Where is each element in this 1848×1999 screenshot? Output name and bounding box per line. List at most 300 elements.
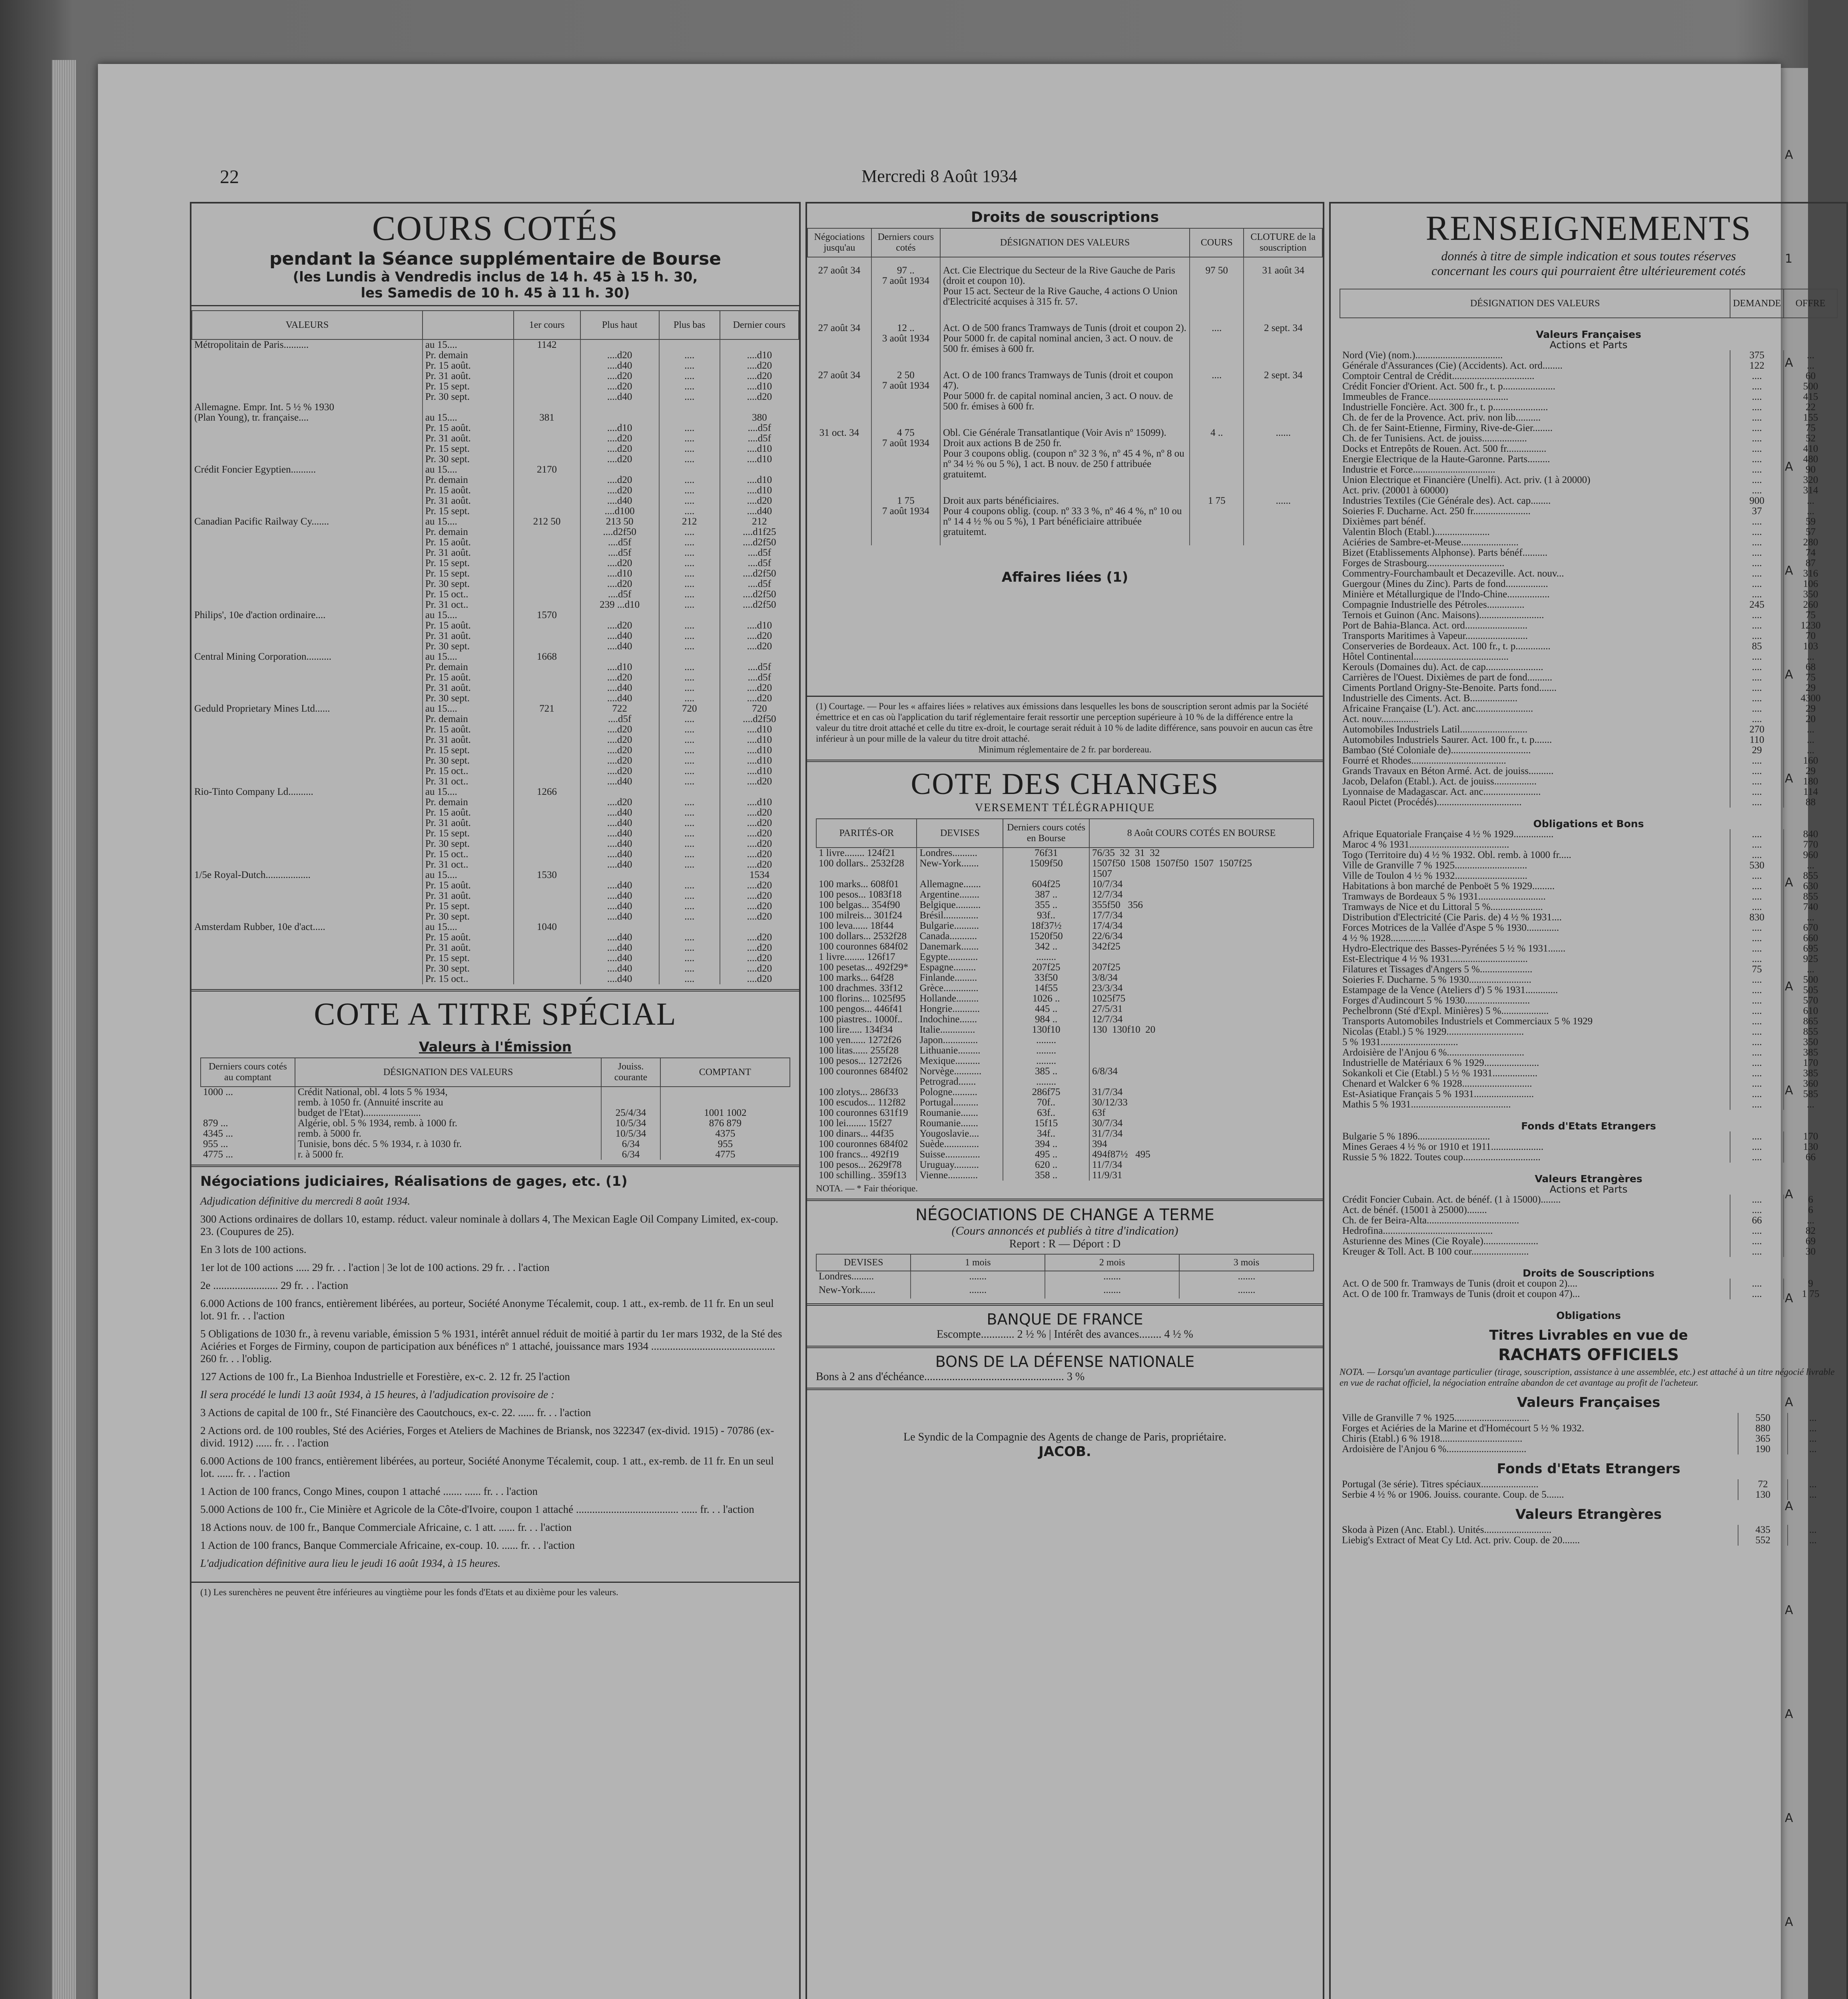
table-row xyxy=(816,942,1314,952)
cours-cotes-hours-1: (les Lundis à Vendredis inclus de 14 h. 45 à 15 h. 30, xyxy=(293,269,698,285)
offre: 70 xyxy=(1784,631,1837,641)
terme: Pr. 15 sept. xyxy=(423,569,514,579)
dernier-cours: 1000 ... xyxy=(203,1087,233,1097)
dernier-cours: ....d20 xyxy=(720,683,799,693)
premier-cours xyxy=(514,444,580,454)
devise: Bulgarie.......... xyxy=(917,921,1003,931)
table-row xyxy=(816,1004,1314,1014)
devise: Brésil.............. xyxy=(917,910,1003,921)
plus-haut xyxy=(580,787,659,797)
facing-page-letter: A xyxy=(1785,460,1793,474)
dernier-cours: 18f37½ xyxy=(1003,921,1089,931)
special-table xyxy=(200,1057,790,1160)
premier-cours: 721 xyxy=(514,704,580,714)
parite-or: 100 milreis... 301f24 xyxy=(819,910,903,921)
offre: 316 xyxy=(1784,569,1837,579)
comptant xyxy=(660,1097,790,1108)
demande: .... xyxy=(1730,1047,1784,1058)
judiciaire-line: Il sera procédé le lundi 13 août 1934, à 15 heures, à l'adjudication provisoire de : xyxy=(200,1389,554,1400)
table-row xyxy=(1340,1279,1837,1289)
dernier-cours: ........ xyxy=(1003,1045,1089,1056)
comptant: 876 879 xyxy=(660,1118,790,1129)
dernier-cours: ....d20 xyxy=(720,932,799,943)
plus-haut: ....d20 xyxy=(580,454,659,465)
premier-cours xyxy=(514,964,580,974)
terme: Pr. 30 sept. xyxy=(423,641,514,652)
table-row xyxy=(816,1087,1314,1097)
devise: Japon.............. xyxy=(917,1035,1003,1045)
premier-cours: 1142 xyxy=(514,339,580,350)
terme: Pr. 15 août. xyxy=(423,485,514,496)
demande: .... xyxy=(1730,1089,1784,1099)
table-row xyxy=(807,420,1322,488)
table-row xyxy=(192,672,799,683)
section-heading: Obligations xyxy=(1556,1310,1621,1321)
rachats-title-2: RACHATS OFFICIELS xyxy=(1498,1346,1679,1364)
demande: .... xyxy=(1730,693,1784,704)
dernier-cours: ....d20 xyxy=(720,371,799,381)
terme: Pr. 30 sept. xyxy=(423,756,514,766)
section-heading: Valeurs Françaises xyxy=(1517,1395,1661,1410)
cours-cotes: 76/35 32 31 32 xyxy=(1089,848,1314,858)
section-subheading: Actions et Parts xyxy=(1549,339,1628,351)
table-row xyxy=(1340,923,1837,933)
table-row xyxy=(1340,600,1837,610)
designation: Estampage de la Vence (Ateliers d') 5 % 1931............. xyxy=(1342,985,1558,996)
table-row xyxy=(192,620,799,631)
table-row xyxy=(192,392,799,402)
cloture: ...... xyxy=(1244,420,1322,488)
demande: .... xyxy=(1730,413,1784,423)
offre: 22 xyxy=(1784,402,1837,413)
plus-haut xyxy=(580,870,659,880)
designation: Union Electrique et Financière (Unelfi). Act. priv. (1 à 20000) xyxy=(1342,475,1591,485)
table-row xyxy=(816,1056,1314,1066)
terme xyxy=(423,402,514,413)
dernier-cours: 63f.. xyxy=(1003,1108,1089,1118)
terme-title: NÉGOCIATIONS DE CHANGE A TERME xyxy=(915,1206,1214,1224)
cours-cotes: 31/7/34 xyxy=(1089,1087,1314,1097)
demande: .... xyxy=(1730,371,1784,381)
cours-cotes: 17/4/34 xyxy=(1089,921,1314,931)
offre: 90 xyxy=(1784,465,1837,475)
comptant: 955 xyxy=(660,1139,790,1149)
demande: .... xyxy=(1730,954,1784,964)
designation: Filatures et Tissages d'Angers 5 %..................... xyxy=(1342,964,1533,975)
table-row xyxy=(1340,1027,1837,1037)
terme: Pr. 31 août. xyxy=(423,371,514,381)
designation: Bulgarie 5 % 1896............................. xyxy=(1342,1131,1490,1142)
devise: Suisse.............. xyxy=(917,1149,1003,1160)
col-header: COURS xyxy=(1190,228,1244,257)
valeur-name xyxy=(192,714,423,724)
devise: Indochine....... xyxy=(917,1014,1003,1025)
cours-cotes: 23/3/34 xyxy=(1089,983,1314,994)
table-row xyxy=(192,433,799,444)
dernier-cours: ........ xyxy=(1003,1077,1089,1087)
premier-cours xyxy=(514,828,580,839)
plus-bas: .... xyxy=(659,506,720,517)
valeur-name xyxy=(192,548,423,558)
demande: .... xyxy=(1730,1279,1784,1289)
table-row xyxy=(192,808,799,818)
terme: Pr. 15 sept. xyxy=(423,745,514,756)
col-header: Derniers cours cotés en Bourse xyxy=(1003,819,1089,848)
designation: Automobiles Industriels Saurer. Act. 100 fr., t. p....... xyxy=(1342,734,1552,745)
designation: Aciéries de Sambre-et-Meuse....................... xyxy=(1342,537,1519,548)
valeur-name xyxy=(192,496,423,506)
plus-haut: ....d40 xyxy=(580,818,659,828)
demande: .... xyxy=(1730,485,1784,496)
devise: Argentine........ xyxy=(917,890,1003,900)
col-header: Dernier cours xyxy=(720,311,799,339)
valeur-name xyxy=(192,880,423,891)
designation: Est-Asiatique Français 5 % 1931........................ xyxy=(1342,1089,1534,1099)
facing-page-letter: A xyxy=(1785,1395,1793,1409)
offre: 75 xyxy=(1784,672,1837,683)
col-header: DÉSIGNATION DES VALEURS xyxy=(295,1058,601,1087)
designation: Ciments Portland Origny-Ste-Benoite. Parts fond....... xyxy=(1342,682,1557,693)
demande: .... xyxy=(1730,1226,1784,1236)
demande: 880 xyxy=(1738,1423,1788,1434)
plus-bas: .... xyxy=(659,828,720,839)
plus-bas: .... xyxy=(659,662,720,672)
premier-cours xyxy=(514,558,580,569)
table-row xyxy=(1340,506,1837,517)
plus-haut: 213 50 xyxy=(580,517,659,527)
terme: Pr. 15 août. xyxy=(423,672,514,683)
table-row xyxy=(192,496,799,506)
offre: 360 xyxy=(1784,1079,1837,1089)
demande: .... xyxy=(1730,444,1784,454)
plus-haut: ....d40 xyxy=(580,974,659,984)
col-header: DEVISES xyxy=(917,819,1003,848)
devise: Yougoslavie.... xyxy=(917,1129,1003,1139)
premier-cours xyxy=(514,932,580,943)
demande: .... xyxy=(1730,392,1784,402)
premier-cours xyxy=(514,392,580,402)
terme-table: DEVISES 1 mois 2 mois 3 mois Londres......... ....... ....... ....... New-York...... ....... ....... ....... xyxy=(816,1254,1314,1299)
designation: 4 ½ % 1928.............. xyxy=(1342,933,1426,944)
page-stack-edge xyxy=(52,60,76,1999)
terme: au 15.... xyxy=(423,922,514,932)
table-row xyxy=(192,839,799,849)
table-row xyxy=(1340,1434,1838,1444)
demande: .... xyxy=(1730,704,1784,714)
table-row xyxy=(192,454,799,465)
parite-or: 100 marks... 64f28 xyxy=(819,972,894,983)
dernier-cours: 984 .. xyxy=(1003,1014,1089,1025)
designation: r. à 5000 fr. xyxy=(295,1149,601,1160)
plus-bas: .... xyxy=(659,444,720,454)
table-row xyxy=(816,1066,1314,1077)
dernier-cours: ....d20 xyxy=(720,808,799,818)
plus-haut xyxy=(580,465,659,475)
table-row xyxy=(1340,1226,1837,1236)
parite-or: 100 pengos... 446f41 xyxy=(819,1003,903,1014)
offre: 88 xyxy=(1784,797,1837,808)
offre: 69 xyxy=(1784,1236,1837,1247)
dernier-cours: ....d10 xyxy=(720,485,799,496)
dernier-cours: ....d5f xyxy=(720,548,799,558)
designation: Droit aux parts bénéficiaires. Pour 4 coupons oblig. (coup. nº 33 3 %, nº 46 4 %, nº 10 ou nº 14 4 ½ % ou 5 %), 1 Part bénéficiaire attribuée gratuitemt. xyxy=(940,488,1190,545)
table-row xyxy=(1340,527,1837,537)
dernier-cours: ....d2f50 xyxy=(720,569,799,579)
terme: Pr. 31 août. xyxy=(423,735,514,745)
cours: .... xyxy=(1190,362,1244,420)
dernier-cours: 385 .. xyxy=(1003,1066,1089,1077)
dernier-cours xyxy=(720,787,799,797)
offre: 52 xyxy=(1784,433,1837,444)
table-row xyxy=(1340,662,1837,672)
table-row xyxy=(192,652,799,662)
dernier-cours: 12 .. 3 août 1934 xyxy=(871,315,940,362)
valeur-name xyxy=(192,454,423,465)
designation: Valentin Bloch (Etabl.)...................... xyxy=(1342,527,1490,537)
plus-haut: ....d20 xyxy=(580,350,659,361)
terme: Pr. 30 sept. xyxy=(423,454,514,465)
table-row xyxy=(1340,1058,1837,1068)
designation: Bizet (Etablissements Alphonse). Parts bénéf.......... xyxy=(1342,547,1548,558)
plus-bas: .... xyxy=(659,485,720,496)
premier-cours xyxy=(514,724,580,735)
offre: 670 xyxy=(1784,923,1837,933)
parite-or: 1 livre........ 126f17 xyxy=(819,952,895,962)
table-row xyxy=(816,848,1314,858)
table-row xyxy=(1340,1413,1838,1423)
table-row xyxy=(192,787,799,797)
table-row xyxy=(1340,850,1837,860)
terme: au 15.... xyxy=(423,704,514,714)
designation: Act. O de 500 francs Tramways de Tunis (droit et coupon 2). Pour 5000 fr. de capital nominal ancien, 3 act. O nouv. de 500 fr. émises à 600 fr. xyxy=(940,315,1190,362)
table-row xyxy=(192,558,799,569)
cours-cotes: 394 xyxy=(1089,1139,1314,1149)
table-row xyxy=(1340,944,1837,954)
table-row xyxy=(816,910,1314,921)
table-row xyxy=(1340,954,1837,964)
demande: .... xyxy=(1730,923,1784,933)
designation: remb. à 5000 fr. xyxy=(295,1129,601,1139)
facing-page-letter: A xyxy=(1785,668,1793,682)
courtage-note: (1) Courtage. — Pour les « affaires liées » relatives aux émissions dans lesquelles les bons de souscription seront admis par la Société émettrice et en cas où l'application du tarif réglementaire ferait ressortir une perception supérieure à 10 % de la différence entre la valeur du titre droit attaché et celle du titre ex-droit, le courtage serait réduit à 10 % de ladite différence, sans pouvoir en aucun cas être inférieur à un pour mille de la valeur du titre droit attaché. xyxy=(816,701,1313,744)
terme: Pr. 31 août. xyxy=(423,943,514,953)
offre: 57 xyxy=(1784,527,1837,537)
jouissance xyxy=(601,1097,660,1108)
designation: Maroc 4 % 1931........................................ xyxy=(1342,839,1509,850)
demande: .... xyxy=(1730,1289,1784,1299)
table-row xyxy=(192,423,799,433)
dernier-cours: ....d10 xyxy=(720,735,799,745)
plus-bas: .... xyxy=(659,496,720,506)
table-row xyxy=(201,1087,790,1097)
judiciaire-line: 2e ........................ 29 fr. . . l'action xyxy=(200,1279,349,1291)
table-row xyxy=(1340,475,1837,485)
terme: Pr. 15 oct.. xyxy=(423,766,514,776)
table-row xyxy=(1340,683,1837,693)
plus-bas: .... xyxy=(659,964,720,974)
terme: Pr. 15 sept. xyxy=(423,444,514,454)
table-row xyxy=(816,1097,1314,1108)
cours: 4 .. xyxy=(1190,420,1244,488)
premier-cours: 1266 xyxy=(514,787,580,797)
plus-bas: .... xyxy=(659,953,720,964)
offre: ... xyxy=(1784,361,1837,371)
dernier-cours xyxy=(201,1097,295,1108)
cours-cotes: 1025f75 xyxy=(1089,994,1314,1004)
table-row xyxy=(816,1077,1314,1087)
offre: ... xyxy=(1788,1423,1838,1434)
table-row xyxy=(816,1170,1314,1181)
table-row xyxy=(1340,1195,1837,1205)
offre: 6 xyxy=(1784,1205,1837,1215)
table-row xyxy=(1340,569,1837,579)
designation: Ville de Granville 7 % 1925............................. xyxy=(1342,860,1527,871)
offre: 610 xyxy=(1784,1006,1837,1016)
offre: 4300 xyxy=(1784,693,1837,704)
plus-bas: .... xyxy=(659,361,720,371)
table-row xyxy=(816,1035,1314,1045)
plus-haut: ....d20 xyxy=(580,444,659,454)
plus-haut: ....d20 xyxy=(580,735,659,745)
cours-cotes-table xyxy=(191,310,799,984)
premier-cours xyxy=(514,485,580,496)
offre: 350 xyxy=(1784,589,1837,600)
dernier-cours: 1520f50 xyxy=(1003,931,1089,942)
offre: 170 xyxy=(1784,1058,1837,1068)
col-header: CLOTURE de la souscription xyxy=(1244,228,1322,257)
plus-bas: .... xyxy=(659,880,720,891)
table-row xyxy=(1340,381,1837,392)
premier-cours xyxy=(514,620,580,631)
designation: Ardoisière de l'Anjou 6 %................................ xyxy=(1342,1444,1527,1454)
designation: Chiris (Etabl.) 6 % 1918................................. xyxy=(1342,1433,1523,1444)
devise: Egypte............ xyxy=(917,952,1003,962)
terme: au 15.... xyxy=(423,339,514,350)
cours-cotes: 22/6/34 xyxy=(1089,931,1314,942)
valeur-name xyxy=(192,620,423,631)
table-row xyxy=(816,1139,1314,1149)
dernier-cours: ....d20 xyxy=(720,828,799,839)
designation: Grands Travaux en Béton Armé. Act. de jouiss.......... xyxy=(1342,766,1554,776)
terme: au 15.... xyxy=(423,652,514,662)
plus-haut: ....d20 xyxy=(580,558,659,569)
premier-cours xyxy=(514,361,580,371)
facing-page-letter: A xyxy=(1785,148,1793,162)
table-row xyxy=(192,506,799,517)
valeur-name xyxy=(192,808,423,818)
demande: .... xyxy=(1730,1068,1784,1079)
demande: .... xyxy=(1730,756,1784,766)
premier-cours xyxy=(514,496,580,506)
col-header: 2 mois xyxy=(1045,1254,1179,1271)
table-row xyxy=(1340,1236,1837,1247)
cours-cotes: 1507f50 1508 1507f50 1507 1507f25 1507 xyxy=(1089,858,1314,879)
table-row xyxy=(201,1129,790,1139)
dernier-cours: 15f15 xyxy=(1003,1118,1089,1129)
plus-haut: ....d5f xyxy=(580,537,659,548)
offre: 75 xyxy=(1784,423,1837,433)
cours-cotes xyxy=(1089,1035,1314,1045)
plus-haut: ....d40 xyxy=(580,953,659,964)
designation: Mathis 5 % 1931........................................ xyxy=(1342,1099,1511,1110)
negociation xyxy=(807,488,871,545)
valeur-name xyxy=(192,943,423,953)
table-row xyxy=(816,1118,1314,1129)
premier-cours xyxy=(514,797,580,808)
dernier-cours: 97 .. 7 août 1934 xyxy=(871,257,940,315)
cloture: 2 sept. 34 xyxy=(1244,315,1322,362)
designation: Port de Bahia-Blanca. Act. ord......................... xyxy=(1342,620,1528,631)
terme: Pr. 31 août. xyxy=(423,631,514,641)
parite-or: 100 couronnes 684f02 xyxy=(819,941,908,952)
premier-cours xyxy=(514,527,580,537)
designation: Automobiles Industriels Latil........................... xyxy=(1342,724,1528,735)
rachats-nota: NOTA. — Lorsqu'un avantage particulier (tirage, souscription, assistance à une assemblée, etc.) est attaché à un titre négocié livrable en vue de rachat officiel, la négociation entraîne abandon de cet avantage au profit de l'acheteur. xyxy=(1340,1367,1835,1388)
valeur-name xyxy=(192,735,423,745)
demande: 66 xyxy=(1730,1215,1784,1226)
premier-cours xyxy=(514,672,580,683)
cours-cotes-subtitle: pendant la Séance supplémentaire de Bourse xyxy=(269,249,721,269)
parite-or: 100 dollars.. 2532f28 xyxy=(819,858,904,869)
table-row xyxy=(1340,1247,1837,1257)
section-heading: Valeurs Etrangères xyxy=(1535,1173,1643,1185)
judiciaire-line: L'adjudication définitive aura lieu le jeudi 16 août 1934, à 15 heures. xyxy=(200,1557,500,1569)
jouissance: 25/4/34 xyxy=(601,1108,660,1118)
terme: Pr. 15 août. xyxy=(423,423,514,433)
judiciaire-line: Adjudication définitive du mercredi 8 août 1934. xyxy=(200,1195,411,1207)
plus-bas: .... xyxy=(659,579,720,589)
table-row xyxy=(192,818,799,828)
table-row xyxy=(1340,1525,1838,1535)
page-date: Mercredi 8 Août 1934 xyxy=(861,166,1017,186)
cours-cotes-title: COURS COTÉS xyxy=(372,209,619,248)
demande: 130 xyxy=(1738,1490,1788,1500)
designation: Chenard et Walcker 6 % 1928............................ xyxy=(1342,1078,1532,1089)
terme: Pr. demain xyxy=(423,527,514,537)
designation: Tramways de Bordeaux 5 % 1931........................... xyxy=(1342,891,1546,902)
rachats-table xyxy=(1340,1479,1838,1500)
offre: ... xyxy=(1788,1525,1838,1535)
table-row xyxy=(192,589,799,600)
offre: 160 xyxy=(1784,756,1837,766)
table-row xyxy=(816,931,1314,942)
premier-cours xyxy=(514,475,580,485)
premier-cours xyxy=(514,953,580,964)
terme: Pr. 15 août. xyxy=(423,361,514,371)
dernier-cours: ....d10 xyxy=(720,766,799,776)
terme: Pr. 15 sept. xyxy=(423,953,514,964)
valeur-name xyxy=(192,600,423,610)
plus-haut: ....d10 xyxy=(580,662,659,672)
dernier-cours: ....d20 xyxy=(720,818,799,828)
dernier-cours: ....d10 xyxy=(720,444,799,454)
table-row xyxy=(192,527,799,537)
terme: au 15.... xyxy=(423,610,514,620)
demande: .... xyxy=(1730,1006,1784,1016)
dernier-cours: ....d10 xyxy=(720,381,799,392)
terme: Pr. 30 sept. xyxy=(423,839,514,849)
table-row xyxy=(1340,350,1837,361)
table-row xyxy=(192,891,799,901)
demande: .... xyxy=(1730,683,1784,693)
col-header: 1 mois xyxy=(911,1254,1045,1271)
dernier-cours: ....d2f50 xyxy=(720,600,799,610)
valeur-name xyxy=(192,828,423,839)
dernier-cours: ....d20 xyxy=(720,631,799,641)
designation: Tramways de Nice et du Littoral 5 %..................... xyxy=(1342,902,1543,912)
demande: .... xyxy=(1730,558,1784,569)
terme: Pr. demain xyxy=(423,714,514,724)
